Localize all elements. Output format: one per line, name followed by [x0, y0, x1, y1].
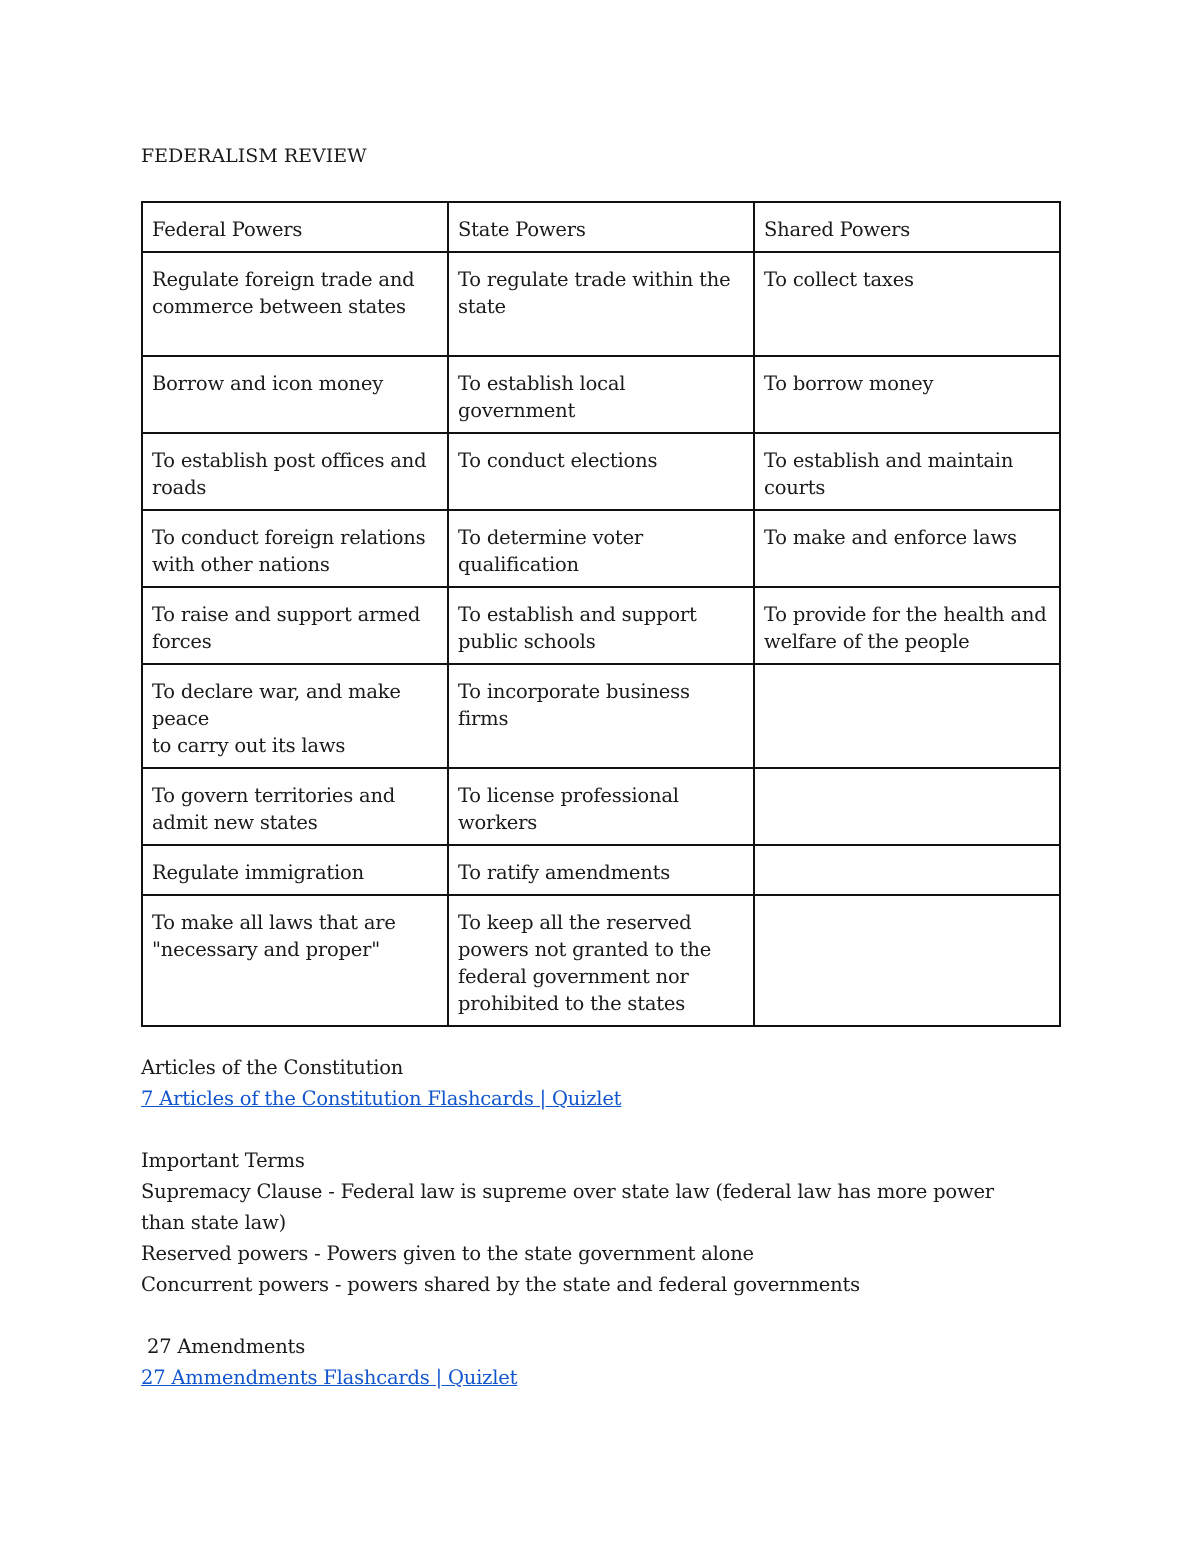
table-cell: To establish post offices and roads — [142, 433, 448, 510]
table-row — [142, 664, 1060, 768]
amendments-quizlet-link[interactable]: 27 Ammendments Flashcards | Quizlet — [141, 1366, 518, 1389]
table-row — [142, 845, 1060, 895]
table-row — [142, 895, 1060, 1026]
table-row — [142, 587, 1060, 664]
terms-heading: Important Terms — [141, 1149, 305, 1172]
articles-heading: Articles of the Constitution — [141, 1056, 404, 1079]
table-cell: To make all laws that are "necessary and proper" — [142, 895, 448, 1026]
table-cell: To declare war, and make peace to carry out its laws — [142, 664, 448, 768]
table-header-row — [142, 202, 1060, 252]
table-cell — [754, 895, 1060, 1026]
table-cell: To determine voter qualification — [448, 510, 754, 587]
table-cell: To incorporate business firms — [448, 664, 754, 768]
powers-table — [141, 201, 1061, 1027]
table-cell: To establish and support public schools — [448, 587, 754, 664]
header-shared-powers: Shared Powers — [754, 202, 1060, 252]
term-reserved-powers: Reserved powers - Powers given to the state government alone — [141, 1242, 754, 1265]
table-row — [142, 768, 1060, 845]
header-state-powers: State Powers — [448, 202, 754, 252]
table-cell: To ratify amendments — [448, 845, 754, 895]
table-row — [142, 510, 1060, 587]
table-cell — [754, 845, 1060, 895]
table-row — [142, 252, 1060, 356]
terms-section — [141, 1145, 1031, 1300]
table-row — [142, 356, 1060, 433]
table-cell: Regulate immigration — [142, 845, 448, 895]
table-cell: To provide for the health and welfare of the people — [754, 587, 1060, 664]
table-cell: To borrow money — [754, 356, 1060, 433]
amendments-heading: 27 Amendments — [141, 1335, 305, 1358]
term-concurrent-powers: Concurrent powers - powers shared by the state and federal governments — [141, 1273, 860, 1296]
term-supremacy-clause: Supremacy Clause - Federal law is supreme over state law (federal law has more power than state law) — [141, 1180, 994, 1234]
table-cell: Regulate foreign trade and commerce between states — [142, 252, 448, 356]
table-cell: To keep all the reserved powers not granted to the federal government nor prohibited to the states — [448, 895, 754, 1026]
table-cell: Borrow and icon money — [142, 356, 448, 433]
table-cell: To raise and support armed forces — [142, 587, 448, 664]
table-cell: To collect taxes — [754, 252, 1060, 356]
articles-section — [141, 1052, 621, 1114]
page-title: FEDERALISM REVIEW — [141, 145, 367, 167]
header-federal-powers: Federal Powers — [142, 202, 448, 252]
table-cell: To establish and maintain courts — [754, 433, 1060, 510]
table-cell: To govern territories and admit new states — [142, 768, 448, 845]
table-cell: To conduct foreign relations with other nations — [142, 510, 448, 587]
table-row — [142, 433, 1060, 510]
table-cell: To license professional workers — [448, 768, 754, 845]
amendments-section — [141, 1331, 517, 1393]
table-cell: To regulate trade within the state — [448, 252, 754, 356]
table-cell: To make and enforce laws — [754, 510, 1060, 587]
articles-quizlet-link[interactable]: 7 Articles of the Constitution Flashcards | Quizlet — [141, 1087, 622, 1110]
table-cell: To conduct elections — [448, 433, 754, 510]
table-cell — [754, 768, 1060, 845]
table-cell: To establish local government — [448, 356, 754, 433]
table-cell — [754, 664, 1060, 768]
